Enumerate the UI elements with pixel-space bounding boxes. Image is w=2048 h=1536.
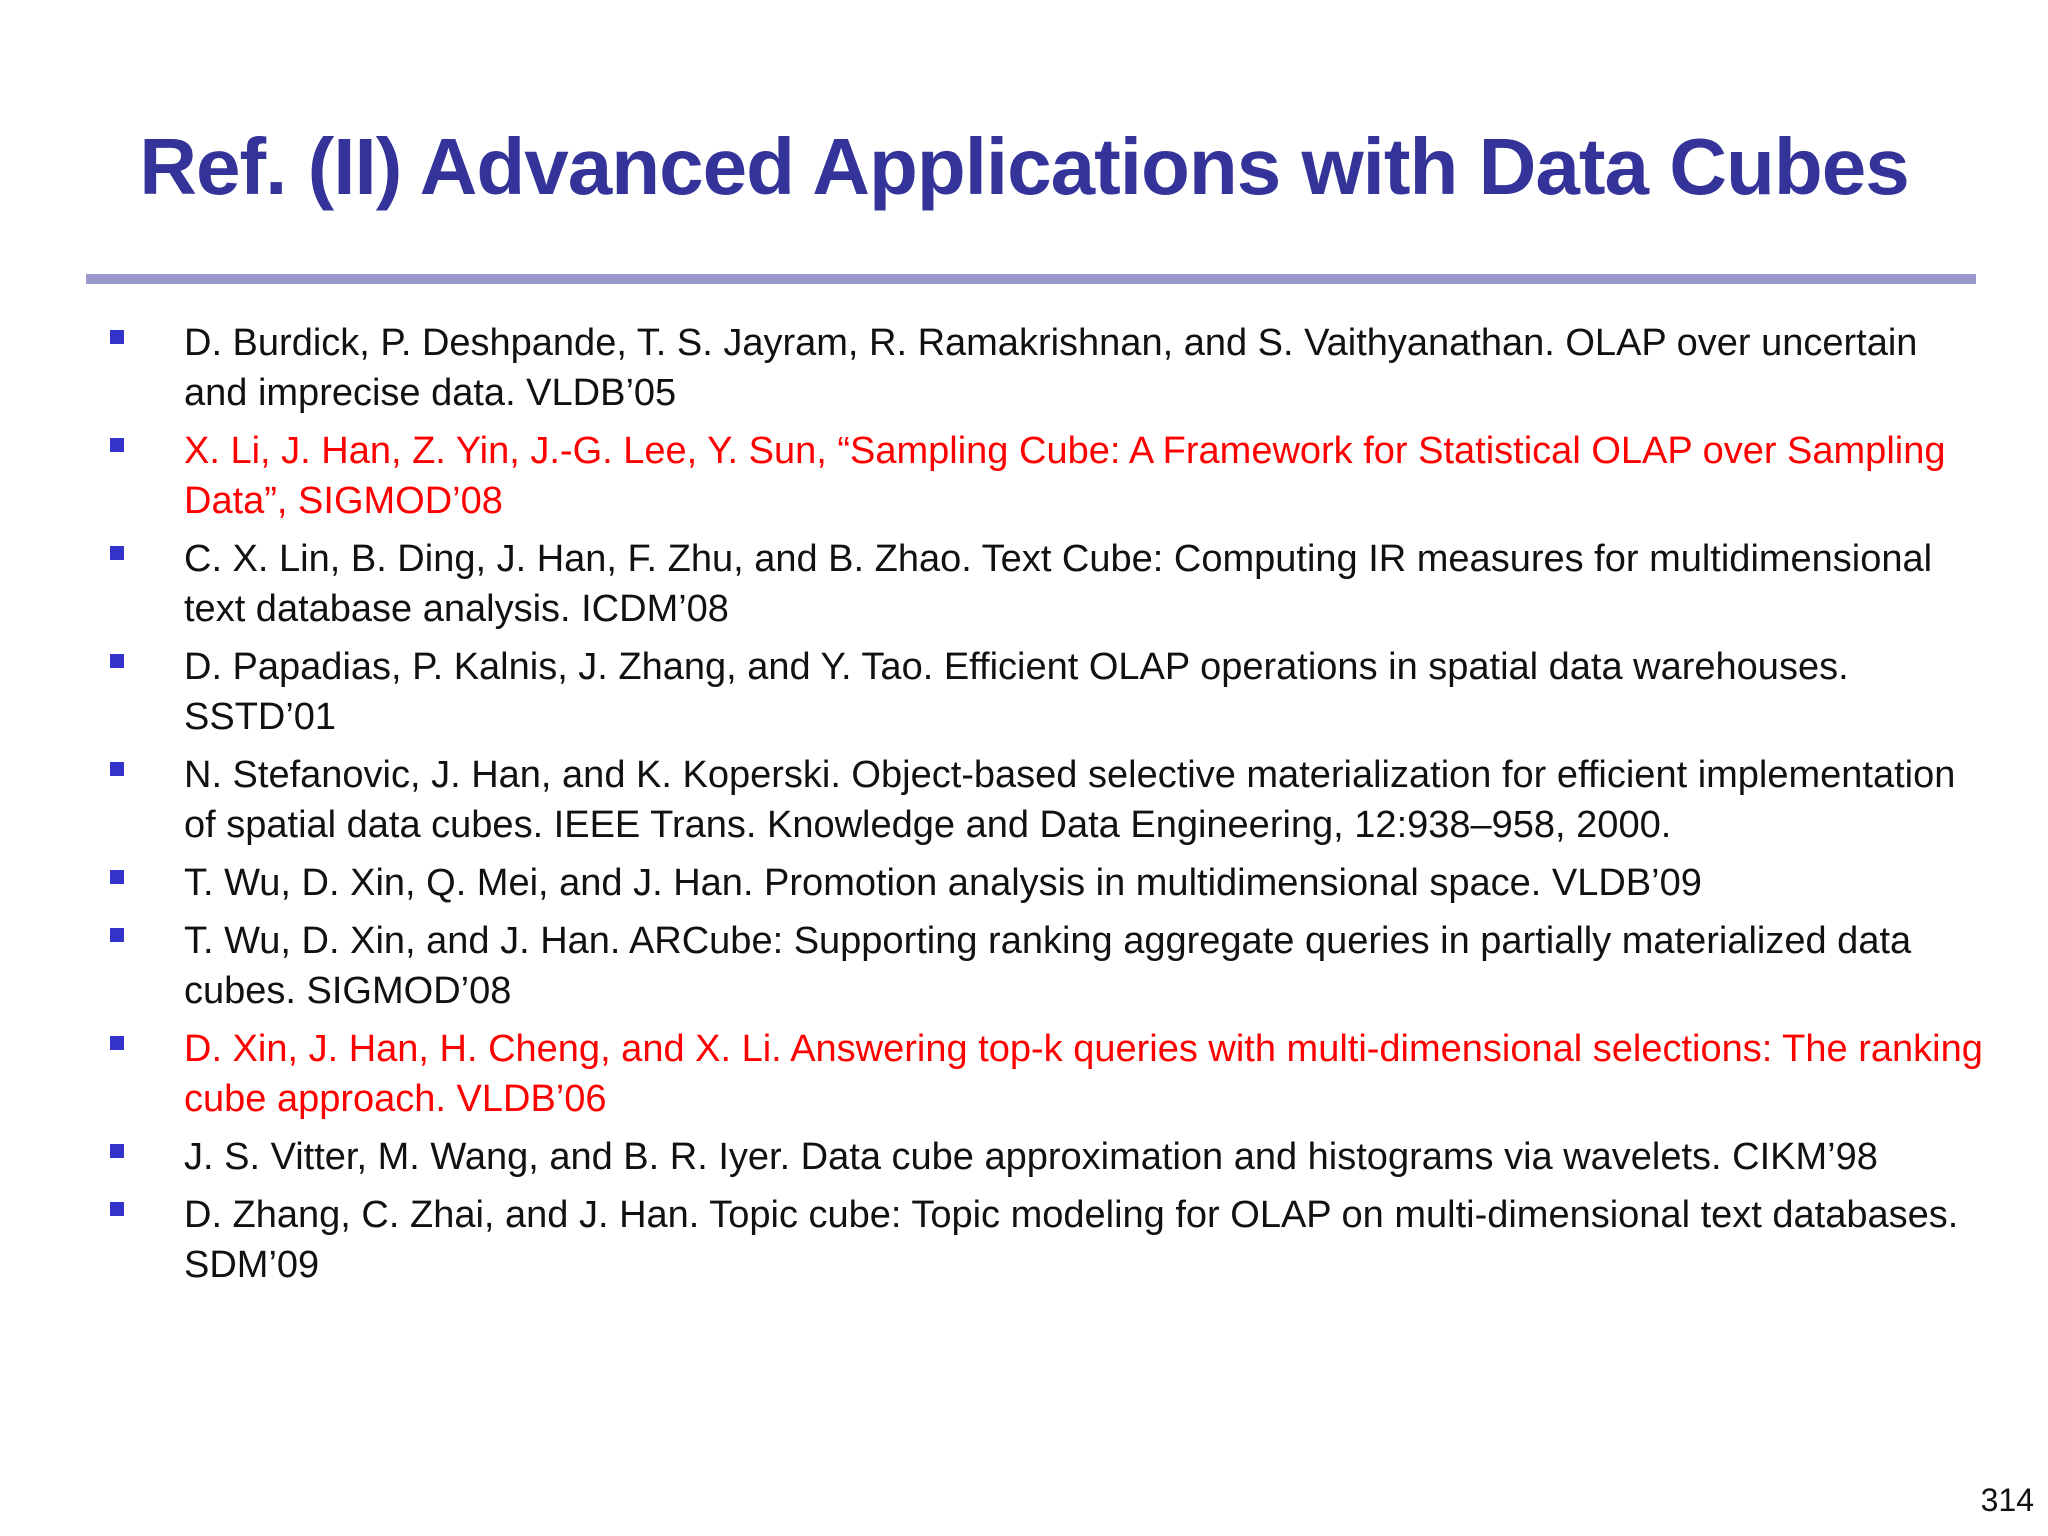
reference-item [106,1024,1986,1124]
reference-item [106,1132,1986,1182]
reference-text: D. Burdick, P. Deshpande, T. S. Jayram, R. Ramakrishnan, and S. Vaithyanathan. OLAP over uncertain and imprecise data. VLDB’05 [184,322,1918,414]
square-bullet-icon [110,330,124,344]
square-bullet-icon [110,654,124,668]
reference-text: D. Xin, J. Han, H. Cheng, and X. Li. Answering top-k queries with multi-dimensional selections: The ranking cube approach. VLDB’06 [184,1028,1983,1120]
reference-item [106,642,1986,742]
reference-list [106,318,1986,1298]
reference-item [106,916,1986,1016]
reference-text: C. X. Lin, B. Ding, J. Han, F. Zhu, and B. Zhao. Text Cube: Computing IR measures for multidimensional text database analysis. ICDM’08 [184,538,1933,630]
square-bullet-icon [110,438,124,452]
reference-text: T. Wu, D. Xin, Q. Mei, and J. Han. Promotion analysis in multidimensional space. VLDB’09 [184,862,1702,904]
square-bullet-icon [110,870,124,884]
slide-title: Ref. (II) Advanced Applications with Data Cubes [139,122,1909,211]
page-number: 314 [1980,1482,2034,1518]
title-divider [86,274,1976,284]
reference-item [106,318,1986,418]
reference-text: D. Papadias, P. Kalnis, J. Zhang, and Y. Tao. Efficient OLAP operations in spatial data warehouses. SSTD’01 [184,646,1849,738]
square-bullet-icon [110,762,124,776]
reference-text: X. Li, J. Han, Z. Yin, J.-G. Lee, Y. Sun, “Sampling Cube: A Framework for Statistical OLAP over Sampling Data”, SIGMOD’08 [184,430,1946,522]
reference-text: J. S. Vitter, M. Wang, and B. R. Iyer. Data cube approximation and histograms via wavelets. CIKM’98 [184,1136,1878,1178]
reference-text: T. Wu, D. Xin, and J. Han. ARCube: Supporting ranking aggregate queries in partially materialized data cubes. SIGMOD’08 [184,920,1912,1012]
square-bullet-icon [110,928,124,942]
reference-item [106,426,1986,526]
reference-item [106,534,1986,634]
square-bullet-icon [110,1144,124,1158]
square-bullet-icon [110,1202,124,1216]
reference-item [106,750,1986,850]
square-bullet-icon [110,546,124,560]
square-bullet-icon [110,1036,124,1050]
reference-item [106,1190,1986,1290]
reference-text: D. Zhang, C. Zhai, and J. Han. Topic cube: Topic modeling for OLAP on multi-dimensional text databases. SDM’09 [184,1194,1959,1286]
reference-text: N. Stefanovic, J. Han, and K. Koperski. Object-based selective materialization for efficient implementation of spatial data cubes. IEEE Trans. Knowledge and Data Engineering, 12:938–958, 2000. [184,754,1956,846]
reference-item [106,858,1986,908]
